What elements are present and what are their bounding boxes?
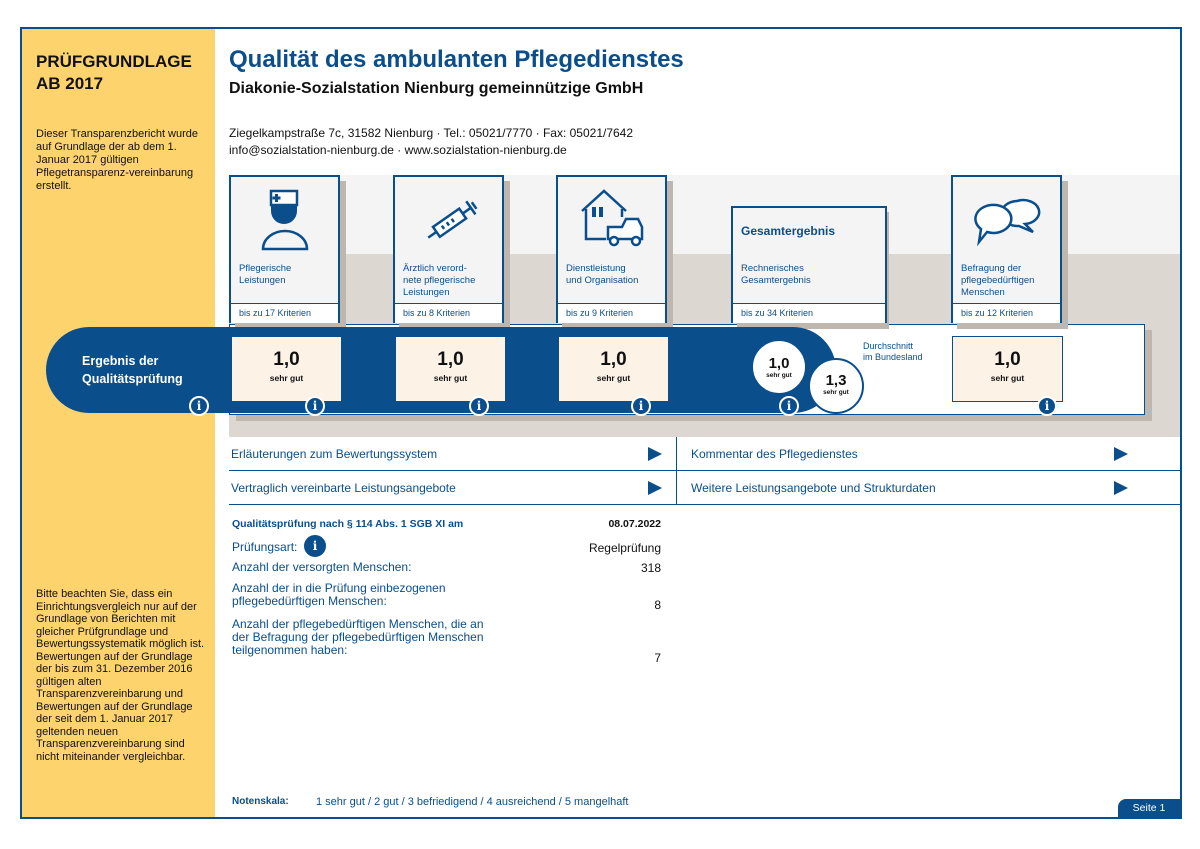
grade-value: 1,0 — [600, 349, 627, 370]
card-label — [239, 263, 291, 287]
detail-value: 318 — [640, 561, 661, 575]
grade-text: sehr gut — [596, 373, 631, 383]
sidebar-heading-line2: AB 2017 — [36, 74, 104, 93]
contact-info: info@sozialstation-nienburg.de · www.sozialstation-nienburg.de — [229, 143, 567, 157]
card-label-line: Menschen — [961, 287, 1005, 298]
grade-scale-text: 1 sehr gut / 2 gut / 3 befriedigend / 4 ausreichend / 5 mangelhaft — [316, 796, 629, 808]
detail-label: Anzahl der versorgten Menschen: — [232, 560, 412, 574]
detail-label-line: Anzahl der pflegebedürftigen Menschen, die an — [232, 617, 484, 631]
card-label-line: Pflegerische — [239, 263, 292, 274]
inspection-heading: Qualitätsprüfung nach § 114 Abs. 1 SGB XI am — [232, 518, 464, 530]
result-label — [82, 352, 183, 388]
card-label-line: Leistungen — [403, 287, 450, 298]
card-label-line: Gesamtergebnis — [741, 275, 811, 286]
sidebar-heading — [36, 51, 192, 95]
average-grade-value: 1,3 — [825, 372, 847, 389]
average-label-line: im Bundesland — [863, 352, 923, 362]
link-kommentar[interactable] — [691, 437, 1131, 471]
arrow-right-icon[interactable] — [648, 481, 662, 495]
detail-value: Regelprüfung — [588, 541, 661, 555]
grade-value: 1,0 — [273, 349, 300, 370]
card-label — [741, 263, 811, 287]
overall-grade-circle — [751, 339, 807, 395]
card-label — [403, 263, 475, 299]
link-strukturdaten[interactable] — [691, 471, 1131, 505]
arrow-right-icon[interactable] — [648, 447, 662, 461]
detail-label-line: teilgenommen haben: — [232, 643, 348, 657]
page-title: Qualität des ambulanten Pflegedienstes — [229, 46, 684, 73]
card-befragung[interactable] — [951, 175, 1062, 323]
detail-label — [232, 618, 484, 657]
average-label — [863, 341, 923, 363]
grade-value: 1,0 — [768, 355, 790, 372]
sidebar-intro: Dieser Transparenzbericht wurde auf Grundlage der ab dem 1. Januar 2017 gültigen Pflegetransparenz-vereinbarung erstellt. — [36, 128, 199, 192]
card-aerztlich-verordnete-leistungen[interactable] — [393, 175, 504, 323]
syringe-icon — [421, 195, 483, 247]
detail-value: 7 — [654, 651, 661, 665]
detail-label — [232, 541, 297, 554]
link-bewertungssystem[interactable] — [231, 437, 671, 471]
grade-text: sehr gut — [766, 372, 792, 379]
grade-box — [558, 336, 669, 402]
info-icon[interactable]: i — [189, 396, 209, 416]
card-label — [961, 263, 1034, 299]
sidebar-notice: Bitte beachten Sie, dass ein Einrichtungsvergleich nur auf der Grundlage von Berichten mit gleicher Prüfgrundlage und Bewertungssystematik möglich ist. Bewertungen auf der Grundlage der bis zum 31. Dezember 2016 gültigen alten Transparenzvereinbarung und Bewertungen auf der Grundlage der seit dem 1. Januar 2017 geltenden neuen Transparenzvereinbarung sind nicht miteinander vergleichbar. — [36, 588, 205, 763]
result-label-line: Qualitätsprüfung — [82, 372, 183, 386]
info-icon[interactable]: i — [305, 396, 325, 416]
grade-value: 1,0 — [994, 349, 1021, 370]
detail-label-line: der Befragung der pflegebedürftigen Menschen — [232, 630, 484, 644]
card-label-line: Ärztlich verord- — [403, 263, 467, 274]
average-grade-text: sehr gut — [823, 389, 849, 396]
speech-bubbles-icon — [969, 195, 1049, 247]
card-label-line: und Organisation — [566, 275, 639, 286]
card-label-line: pflegebedürftigen — [961, 275, 1035, 286]
card-label — [566, 263, 638, 287]
average-label-line: Durchschnitt — [863, 341, 914, 351]
link-label: Erläuterungen zum Bewertungssystem — [231, 447, 438, 461]
link-label: Vertraglich vereinbarte Leistungsangebote — [231, 481, 456, 495]
grade-text: sehr gut — [433, 373, 468, 383]
link-label: Weitere Leistungsangebote und Strukturdaten — [691, 481, 936, 495]
criteria-count: bis zu 9 Kriterien — [558, 303, 665, 323]
info-icon[interactable]: i — [469, 396, 489, 416]
criteria-count: bis zu 8 Kriterien — [395, 303, 502, 323]
info-icon[interactable]: i — [631, 396, 651, 416]
page-number: Seite 1 — [1118, 799, 1180, 818]
detail-label-text: Prüfungsart: — [232, 540, 298, 554]
link-leistungsangebote[interactable] — [231, 471, 671, 505]
address: Ziegelkampstraße 7c, 31582 Nienburg · Tel.: 05021/7770 · Fax: 05021/7642 — [229, 126, 634, 140]
sidebar-heading-line1: PRÜFGRUNDLAGE — [36, 52, 192, 71]
sidebar — [22, 29, 215, 817]
average-grade-circle — [808, 358, 864, 414]
nurse-icon — [259, 189, 311, 251]
grade-box — [231, 336, 342, 402]
card-pflegerische-leistungen[interactable] — [229, 175, 340, 323]
info-icon[interactable]: i — [304, 535, 326, 557]
grade-scale-label: Notenskala: — [232, 796, 289, 807]
arrow-right-icon[interactable] — [1114, 481, 1128, 495]
card-label-line: Dienstleistung — [566, 263, 626, 274]
card-title: Gesamtergebnis — [741, 224, 836, 238]
grade-text: sehr gut — [990, 373, 1025, 383]
grade-value: 1,0 — [437, 349, 464, 370]
card-dienstleistung-organisation[interactable] — [556, 175, 667, 323]
result-label-line: Ergebnis der — [82, 354, 159, 368]
house-car-icon — [580, 187, 646, 251]
card-gesamtergebnis[interactable] — [731, 206, 887, 323]
info-icon[interactable]: i — [1037, 396, 1057, 416]
card-label-line: Befragung der — [961, 263, 1022, 274]
card-label-line: Rechnerisches — [741, 263, 804, 274]
detail-value: 8 — [654, 598, 661, 612]
grade-text: sehr gut — [269, 373, 304, 383]
criteria-count: bis zu 17 Kriterien — [231, 303, 338, 323]
detail-label-line: pflegebedürftigen Menschen: — [232, 594, 387, 608]
page-subtitle: Diakonie-Sozialstation Nienburg gemeinnützige GmbH — [229, 80, 644, 97]
info-icon[interactable]: i — [779, 396, 799, 416]
divider — [676, 437, 677, 504]
grade-box — [952, 336, 1063, 402]
criteria-count: bis zu 34 Kriterien — [733, 303, 885, 323]
detail-label — [232, 582, 446, 608]
card-label-line: nete pflegerische — [403, 275, 476, 286]
detail-label-line: Anzahl der in die Prüfung einbezogenen — [232, 581, 446, 595]
arrow-right-icon[interactable] — [1114, 447, 1128, 461]
link-label: Kommentar des Pflegedienstes — [691, 447, 858, 461]
criteria-count: bis zu 12 Kriterien — [953, 303, 1060, 323]
inspection-date: 08.07.2022 — [608, 518, 661, 530]
grade-box — [395, 336, 506, 402]
card-label-line: Leistungen — [239, 275, 286, 286]
